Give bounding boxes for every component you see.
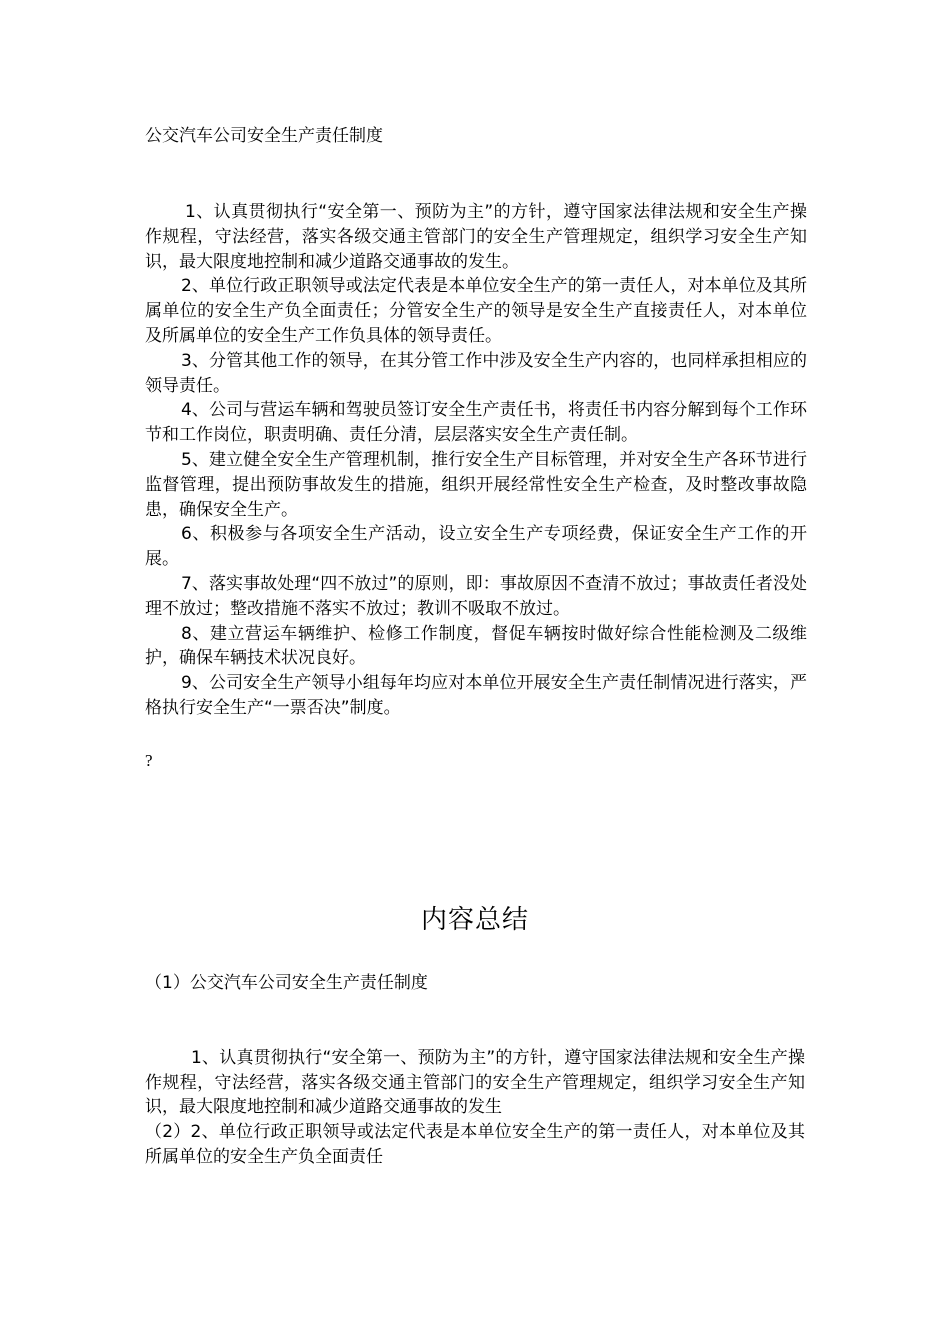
paragraph-8: 8、建立营运车辆维护、检修工作制度，督促车辆按时做好综合性能检测及二级维护，确保车辆技术状况良好。: [145, 623, 807, 669]
document-title: 公交汽车公司安全生产责任制度: [145, 126, 383, 146]
paragraph-7: 7、落实事故处理“四不放过”的原则，即：事故原因不查清不放过；事故责任者没处理不放过；整改措施不落实不放过；教训不吸取不放过。: [145, 573, 807, 619]
summary-body: [145, 1046, 805, 1170]
summary-paragraph-1: 1、认真贯彻执行“安全第一、预防为主”的方针，遵守国家法律法规和安全生产操作规程，守法经营，落实各级交通主管部门的安全生产管理规定，组织学习安全生产知识，最大限度地控制和减少道路交通事故的发生: [145, 1048, 805, 1118]
summary-title: 内容总结: [420, 905, 529, 935]
summary-paragraph-2: （2）2、单位行政正职领导或法定代表是本单位安全生产的第一责任人，对本单位及其所属单位的安全生产负全面责任: [145, 1122, 805, 1167]
paragraph-4: 4、公司与营运车辆和驾驶员签订安全生产责任书，将责任书内容分解到每个工作环节和工作岗位，职责明确、责任分清，层层落实安全生产责任制。: [145, 400, 807, 446]
question-mark: ?: [145, 751, 153, 770]
paragraph-6: 6、积极参与各项安全生产活动，设立安全生产专项经费，保证安全生产工作的开展。: [145, 524, 807, 570]
paragraph-9: 9、公司安全生产领导小组每年均应对本单位开展安全生产责任制情况进行落实，严格执行安全生产“一票否决”制度。: [145, 673, 807, 718]
paragraph-5: 5、建立健全安全生产管理机制，推行安全生产目标管理，并对安全生产各环节进行监督管理，提出预防事故发生的措施，组织开展经常性安全生产检查，及时整改事故隐患，确保安全生产。: [145, 449, 807, 520]
paragraph-3: 3、分管其他工作的领导，在其分管工作中涉及安全生产内容的，也同样承担相应的领导责任。: [145, 350, 807, 396]
summary-item-1: （1）公交汽车公司安全生产责任制度: [145, 973, 428, 993]
paragraph-2: 2、单位行政正职领导或法定代表是本单位安全生产的第一责任人，对本单位及其所属单位的安全生产负全面责任；分管安全生产的领导是安全生产直接责任人，对本单位及所属单位的安全生产工作负具体的领导责任。: [145, 276, 807, 346]
document-body: [145, 200, 807, 721]
paragraph-1: 1、认真贯彻执行“安全第一、预防为主”的方针，遵守国家法律法规和安全生产操作规程，守法经营，落实各级交通主管部门的安全生产管理规定，组织学习安全生产知识，最大限度地控制和减少道路交通事故的发生。: [145, 202, 807, 272]
